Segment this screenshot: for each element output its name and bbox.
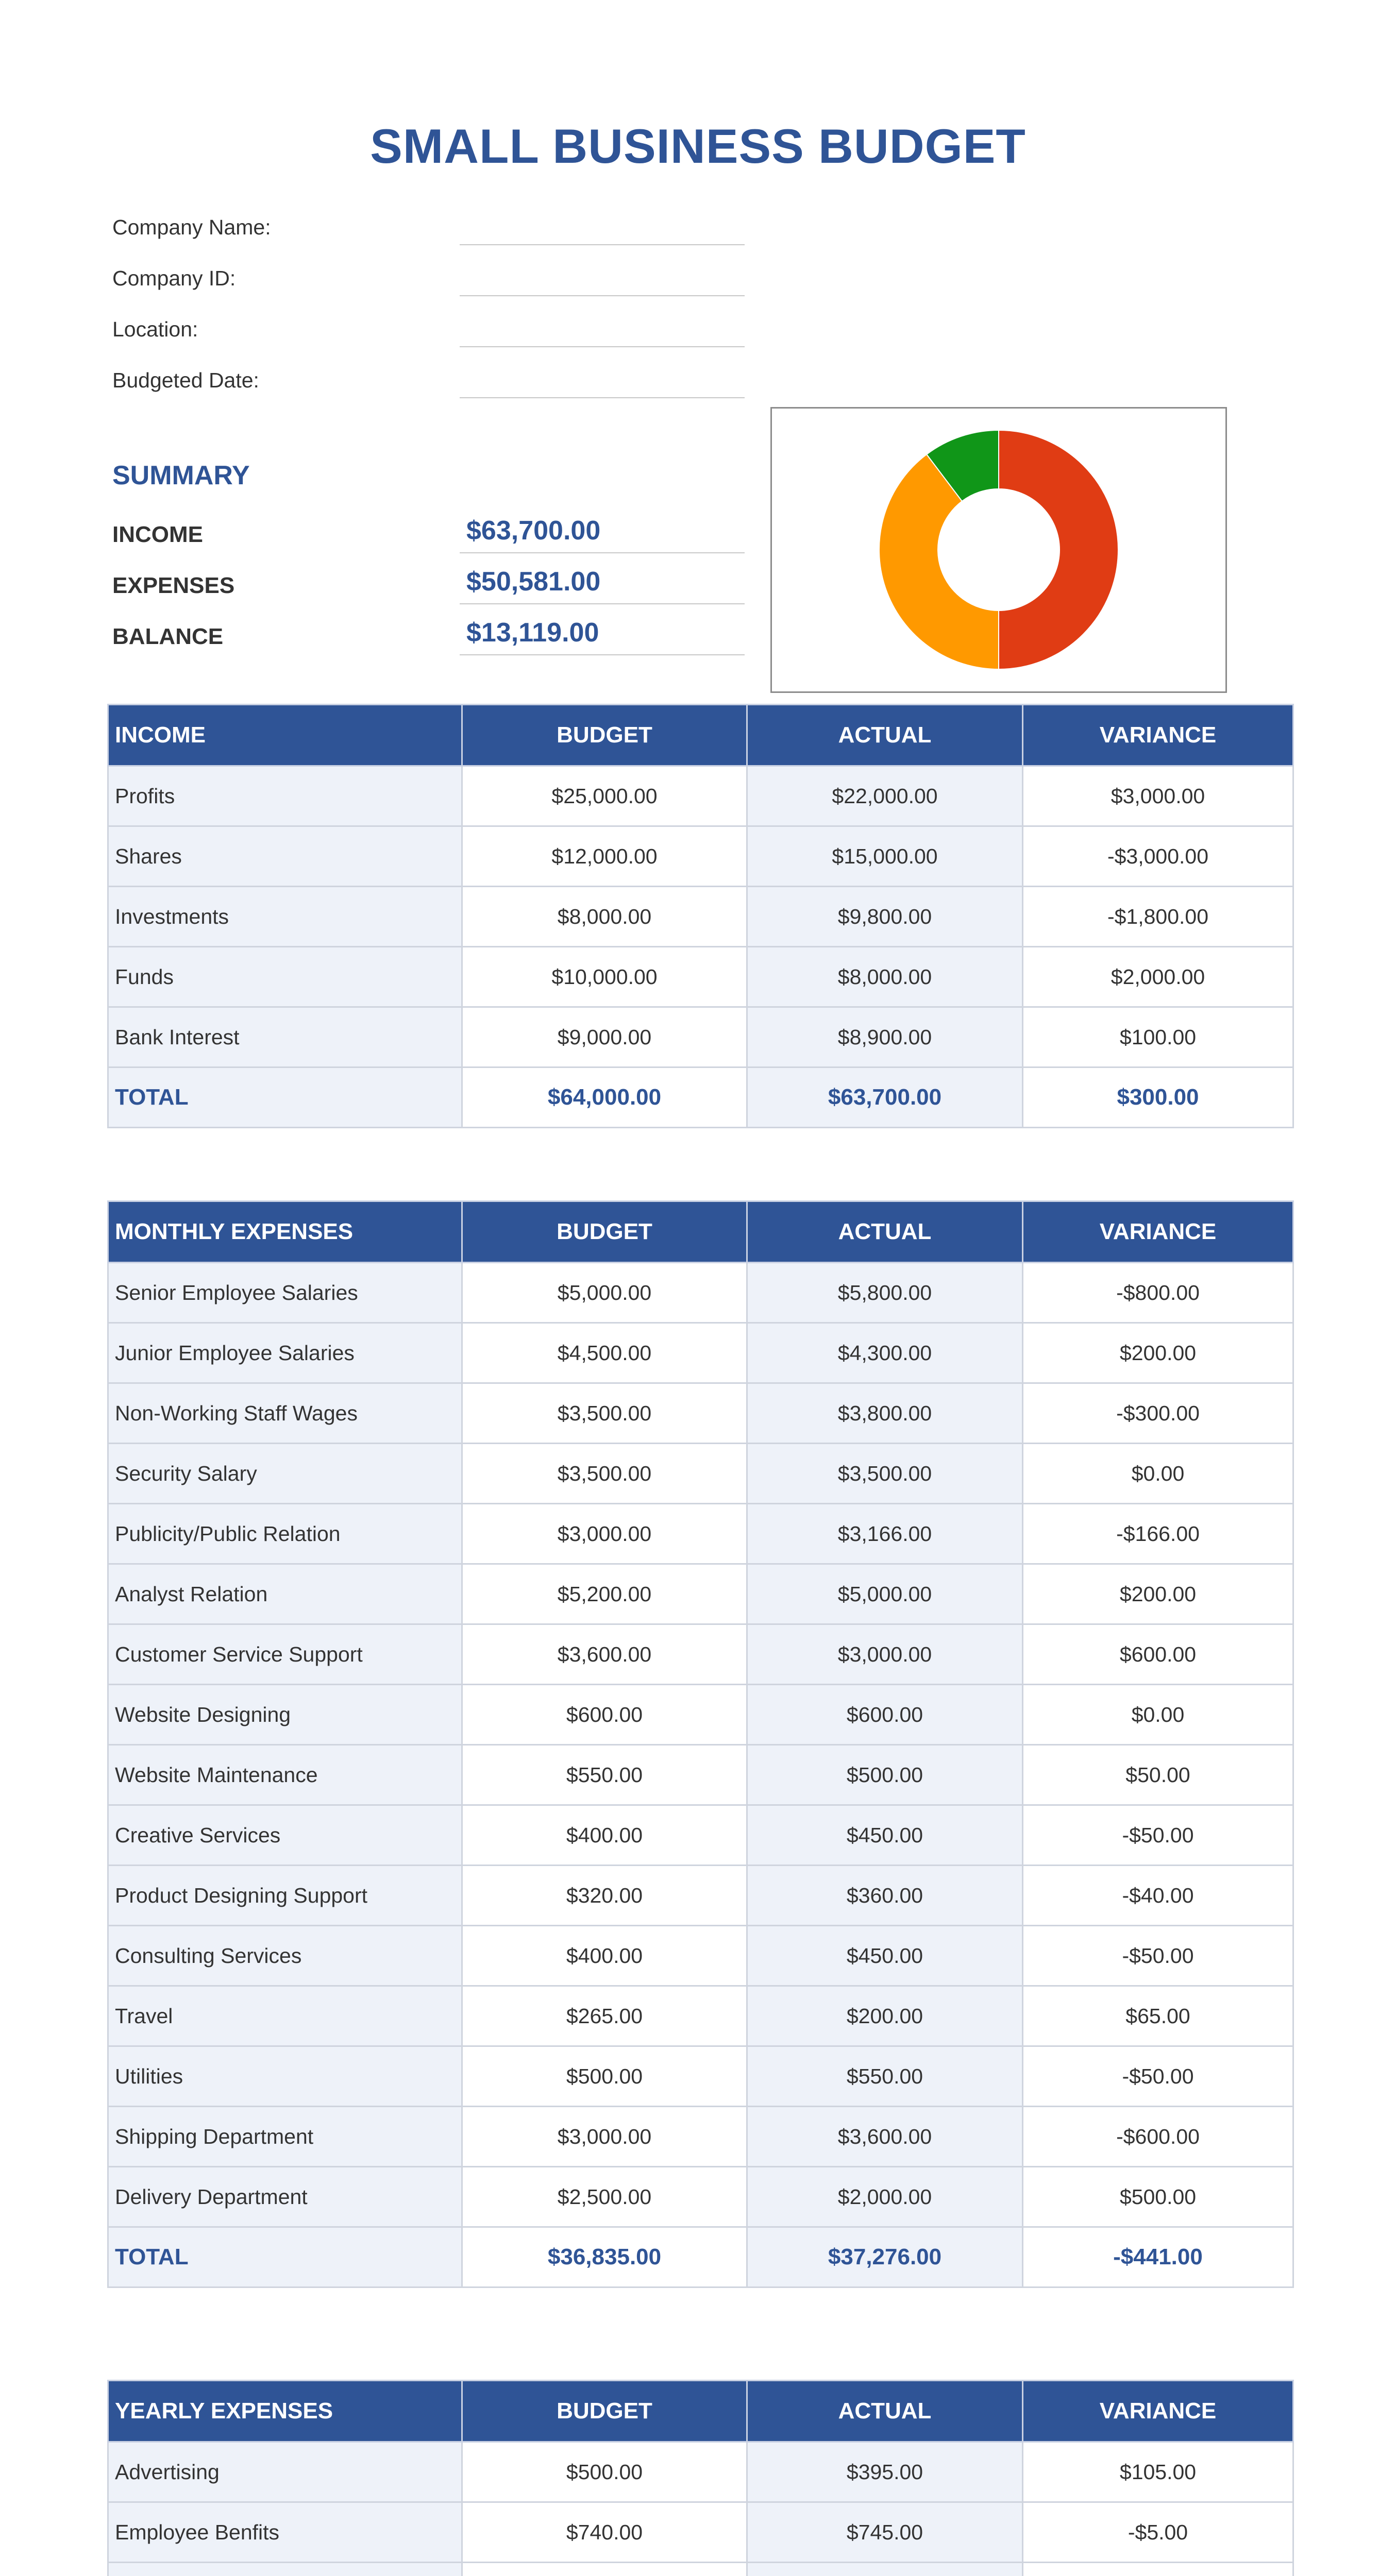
donut-chart	[772, 409, 1225, 691]
table-row	[108, 1866, 1293, 1926]
variance-cell: $100.00	[1023, 1007, 1293, 1067]
budget-cell	[462, 2563, 747, 2576]
table-row	[108, 2563, 1293, 2576]
actual-cell: $37,276.00	[747, 2227, 1023, 2287]
budget-cell: $500.00	[462, 2046, 747, 2107]
actual-cell: $600.00	[747, 1685, 1023, 1745]
actual-cell: $450.00	[747, 1805, 1023, 1866]
budget-cell: $25,000.00	[462, 766, 747, 826]
budget-cell: $4,500.00	[462, 1323, 747, 1383]
actual-cell: $3,000.00	[747, 1624, 1023, 1685]
column-header: VARIANCE	[1023, 705, 1293, 766]
row-label: Delivery Department	[108, 2167, 462, 2227]
actual-cell: $5,800.00	[747, 1263, 1023, 1323]
actual-cell: $450.00	[747, 1926, 1023, 1986]
variance-cell: $200.00	[1023, 1323, 1293, 1383]
row-label: Shares	[108, 826, 462, 887]
summary-expenses-label: EXPENSES	[112, 573, 235, 598]
variance-cell: -$166.00	[1023, 1504, 1293, 1564]
row-label: Website Designing	[108, 1685, 462, 1745]
actual-cell: $3,166.00	[747, 1504, 1023, 1564]
table-header-row	[108, 1201, 1293, 1263]
actual-cell: $3,600.00	[747, 2107, 1023, 2167]
actual-cell: $15,000.00	[747, 826, 1023, 887]
table-row	[108, 947, 1293, 1007]
variance-cell: $105.00	[1023, 2442, 1293, 2502]
summary-chart	[770, 407, 1227, 693]
company-name-field[interactable]	[460, 244, 745, 245]
table-row	[108, 766, 1293, 826]
summary-expenses-underline	[460, 603, 745, 604]
actual-cell: $8,900.00	[747, 1007, 1023, 1067]
table-row	[108, 826, 1293, 887]
actual-cell: $5,000.00	[747, 1564, 1023, 1624]
budget-cell: $3,000.00	[462, 1504, 747, 1564]
table-row	[108, 2046, 1293, 2107]
column-header: VARIANCE	[1023, 2381, 1293, 2442]
table-total-row	[108, 2227, 1293, 2287]
variance-cell: $600.00	[1023, 1624, 1293, 1685]
table-row	[108, 1007, 1293, 1067]
row-label: Non-Working Staff Wages	[108, 1383, 462, 1444]
summary-heading: SUMMARY	[112, 461, 250, 490]
summary-income-value: $63,700.00	[466, 516, 601, 546]
table-header-row	[108, 705, 1293, 766]
row-label: Employee Benfits	[108, 2502, 462, 2563]
budget-cell: $64,000.00	[462, 1067, 747, 1128]
company-id-label: Company ID:	[112, 266, 236, 290]
row-label: Shipping Department	[108, 2107, 462, 2167]
variance-cell: -$441.00	[1023, 2227, 1293, 2287]
row-label: Funds	[108, 947, 462, 1007]
table-row	[108, 2442, 1293, 2502]
budget-cell: $400.00	[462, 1926, 747, 1986]
row-label: Publicity/Public Relation	[108, 1504, 462, 1564]
column-header: ACTUAL	[747, 705, 1023, 766]
budget-cell: $8,000.00	[462, 887, 747, 947]
table-row	[108, 2107, 1293, 2167]
budgeted-date-field[interactable]	[460, 397, 745, 398]
table-row	[108, 887, 1293, 947]
summary-expenses-value: $50,581.00	[466, 567, 601, 597]
row-label: TOTAL	[108, 1067, 462, 1128]
variance-cell: -$50.00	[1023, 1805, 1293, 1866]
summary-income-label: INCOME	[112, 522, 203, 547]
variance-cell: -$40.00	[1023, 1866, 1293, 1926]
row-label: Investments	[108, 887, 462, 947]
table-row	[108, 1383, 1293, 1444]
budget-cell: $740.00	[462, 2502, 747, 2563]
actual-cell: $550.00	[747, 2046, 1023, 2107]
budget-cell: $3,500.00	[462, 1444, 747, 1504]
column-header: ACTUAL	[747, 2381, 1023, 2442]
actual-cell: $360.00	[747, 1866, 1023, 1926]
budget-cell: $500.00	[462, 2442, 747, 2502]
table-row	[108, 1805, 1293, 1866]
row-label: Website Maintenance	[108, 1745, 462, 1805]
summary-balance-underline	[460, 654, 745, 655]
budget-cell: $600.00	[462, 1685, 747, 1745]
budget-cell: $5,000.00	[462, 1263, 747, 1323]
yearly-expenses-table	[107, 2380, 1294, 2576]
variance-cell: -$5.00	[1023, 2502, 1293, 2563]
column-header: MONTHLY EXPENSES	[108, 1201, 462, 1263]
column-header: ACTUAL	[747, 1201, 1023, 1263]
summary-income-underline	[460, 552, 745, 553]
variance-cell: $2,000.00	[1023, 947, 1293, 1007]
actual-cell: $745.00	[747, 2502, 1023, 2563]
row-label: Product Designing Support	[108, 1866, 462, 1926]
row-label: Travel	[108, 1986, 462, 2046]
budget-cell: $2,500.00	[462, 2167, 747, 2227]
row-label: Bank Interest	[108, 1007, 462, 1067]
variance-cell: $500.00	[1023, 2167, 1293, 2227]
variance-cell: $65.00	[1023, 1986, 1293, 2046]
budget-cell: $3,000.00	[462, 2107, 747, 2167]
variance-cell: -$300.00	[1023, 1383, 1293, 1444]
table-row	[108, 1564, 1293, 1624]
variance-cell: $3,000.00	[1023, 766, 1293, 826]
budget-cell: $400.00	[462, 1805, 747, 1866]
company-id-field[interactable]	[460, 295, 745, 296]
budget-cell: $265.00	[462, 1986, 747, 2046]
budget-cell: $36,835.00	[462, 2227, 747, 2287]
actual-cell: $63,700.00	[747, 1067, 1023, 1128]
row-label: Analyst Relation	[108, 1564, 462, 1624]
actual-cell: $2,000.00	[747, 2167, 1023, 2227]
budget-cell: $9,000.00	[462, 1007, 747, 1067]
row-label: Consulting Services	[108, 1926, 462, 1986]
variance-cell: $0.00	[1023, 1444, 1293, 1504]
table-row	[108, 1685, 1293, 1745]
variance-cell	[1023, 2563, 1293, 2576]
budget-cell: $5,200.00	[462, 1564, 747, 1624]
row-label: Customer Service Support	[108, 1624, 462, 1685]
table-row	[108, 1745, 1293, 1805]
donut-slice-income	[999, 430, 1118, 669]
budget-cell: $12,000.00	[462, 826, 747, 887]
column-header: BUDGET	[462, 705, 747, 766]
column-header: BUDGET	[462, 1201, 747, 1263]
table-header-row	[108, 2381, 1293, 2442]
budget-cell: $550.00	[462, 1745, 747, 1805]
actual-cell: $9,800.00	[747, 887, 1023, 947]
actual-cell: $200.00	[747, 1986, 1023, 2046]
actual-cell: $500.00	[747, 1745, 1023, 1805]
summary-balance-label: BALANCE	[112, 624, 224, 649]
row-label: Senior Employee Salaries	[108, 1263, 462, 1323]
column-header: YEARLY EXPENSES	[108, 2381, 462, 2442]
row-label: Utilities	[108, 2046, 462, 2107]
actual-cell: $395.00	[747, 2442, 1023, 2502]
actual-cell	[747, 2563, 1023, 2576]
table-row	[108, 2167, 1293, 2227]
budget-cell: $320.00	[462, 1866, 747, 1926]
table-row	[108, 1986, 1293, 2046]
table-total-row	[108, 1067, 1293, 1128]
variance-cell: -$800.00	[1023, 1263, 1293, 1323]
table-row	[108, 1263, 1293, 1323]
table-row	[108, 1323, 1293, 1383]
row-label: Profits	[108, 766, 462, 826]
row-label: Creative Services	[108, 1805, 462, 1866]
actual-cell: $4,300.00	[747, 1323, 1023, 1383]
location-field[interactable]	[460, 346, 745, 347]
monthly-expenses-table	[107, 1200, 1294, 2288]
variance-cell: -$50.00	[1023, 2046, 1293, 2107]
variance-cell: $50.00	[1023, 1745, 1293, 1805]
column-header: INCOME	[108, 705, 462, 766]
income-table	[107, 704, 1294, 1128]
variance-cell: -$50.00	[1023, 1926, 1293, 1986]
variance-cell: -$1,800.00	[1023, 887, 1293, 947]
page-title: SMALL BUSINESS BUDGET	[370, 119, 1026, 173]
budget-cell: $3,600.00	[462, 1624, 747, 1685]
row-label: TOTAL	[108, 2227, 462, 2287]
variance-cell: $300.00	[1023, 1067, 1293, 1128]
budgeted-date-label: Budgeted Date:	[112, 368, 259, 392]
table-row	[108, 1504, 1293, 1564]
row-label: Security Salary	[108, 1444, 462, 1504]
budget-cell: $3,500.00	[462, 1383, 747, 1444]
actual-cell: $3,500.00	[747, 1444, 1023, 1504]
row-label	[108, 2563, 462, 2576]
row-label: Junior Employee Salaries	[108, 1323, 462, 1383]
variance-cell: -$3,000.00	[1023, 826, 1293, 887]
variance-cell: $200.00	[1023, 1564, 1293, 1624]
company-name-label: Company Name:	[112, 215, 271, 239]
variance-cell: $0.00	[1023, 1685, 1293, 1745]
actual-cell: $22,000.00	[747, 766, 1023, 826]
actual-cell: $3,800.00	[747, 1383, 1023, 1444]
summary-balance-value: $13,119.00	[466, 618, 599, 648]
column-header: BUDGET	[462, 2381, 747, 2442]
actual-cell: $8,000.00	[747, 947, 1023, 1007]
variance-cell: -$600.00	[1023, 2107, 1293, 2167]
table-row	[108, 2502, 1293, 2563]
location-label: Location:	[112, 317, 198, 341]
budget-cell: $10,000.00	[462, 947, 747, 1007]
row-label: Advertising	[108, 2442, 462, 2502]
table-row	[108, 1926, 1293, 1986]
table-row	[108, 1444, 1293, 1504]
table-row	[108, 1624, 1293, 1685]
column-header: VARIANCE	[1023, 1201, 1293, 1263]
